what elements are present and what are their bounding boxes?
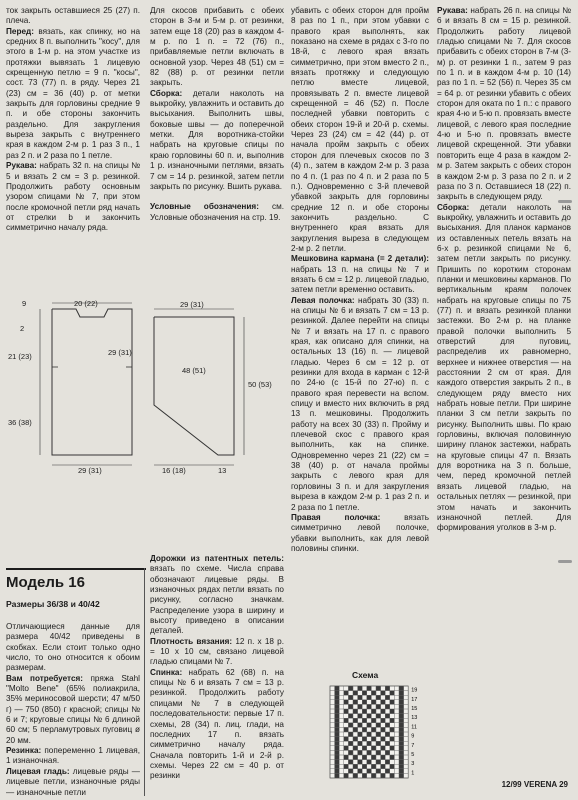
column-4 — [437, 6, 571, 534]
chart-cell — [353, 691, 358, 696]
chart-cell — [335, 709, 340, 714]
chart-cell — [353, 718, 358, 723]
chart-cell — [385, 741, 390, 746]
model-header — [6, 568, 146, 609]
chart-row-label: 7 — [411, 742, 415, 749]
chart-cell — [381, 755, 386, 760]
chart-cell — [362, 764, 367, 769]
chart-cell — [381, 691, 386, 696]
chart-row-label: 19 — [411, 687, 418, 694]
chart-cell — [344, 709, 349, 714]
chart-cell — [399, 714, 404, 719]
chart-cell — [385, 769, 390, 774]
pocket-text: набрать 13 п. на спицы № 7 и вязать 6 см = 12 р. лицевой гладью, затем петли временно оставить. — [291, 264, 429, 295]
chart-cell — [344, 764, 349, 769]
chart-grid — [326, 682, 436, 787]
sleeves-heading: Рукава: — [6, 161, 37, 171]
chart-cell — [335, 700, 340, 705]
model-title: Модель 16 — [6, 574, 85, 591]
chart-cell — [362, 691, 367, 696]
chart-cell — [371, 691, 376, 696]
sleeve-height-2-label: 50 (53) — [248, 380, 272, 389]
top-width-label: 20 (22) — [74, 299, 98, 308]
column-1-bottom — [6, 622, 140, 798]
body-outline — [52, 309, 132, 455]
chart-cell — [358, 723, 363, 728]
chart-cell — [385, 704, 390, 709]
total-height-label: 29 (31) — [108, 348, 132, 357]
chart-cell — [348, 695, 353, 700]
neck-width-label: 9 — [22, 299, 27, 308]
right-front-heading: Правая полочка: — [291, 512, 381, 522]
knitting-chart — [326, 670, 446, 790]
chart-cell — [376, 760, 381, 765]
front-text: вязать, как спинку, но на средних 8 п. выполнить "косу", для этого в 1-м р. на этом участке из протяжки вывязать 1 лицевую скрещенную петлю = 9 п. "косы", сост. 73 (77) п. в ряду. Через 21 (23) см = 36 (40) р. от метки закрыть для горловины средние 9 п. и обе стороны закончить раздельно. Для закругления выреза закрыть с внутреннего края в каждом 2-м р. 1 раз 3 п., 1 раз 2 п. и 2 раза по 1 петле. — [6, 26, 140, 160]
chart-cell — [335, 750, 340, 755]
chart-cell — [390, 764, 395, 769]
chart-cell — [335, 760, 340, 765]
chart-cell — [353, 727, 358, 732]
rib-heading: Резинка: — [6, 746, 42, 756]
chart-cell — [381, 773, 386, 778]
chart-cell — [367, 732, 372, 737]
chart-cell — [399, 695, 404, 700]
chart-cell — [335, 732, 340, 737]
chart-cell — [376, 769, 381, 774]
back-heading: Спинка: — [150, 667, 183, 677]
binding-hole — [558, 560, 572, 563]
chart-cell — [344, 755, 349, 760]
chart-cell — [385, 714, 390, 719]
chart-cell — [335, 695, 340, 700]
sleeve-bottom-1-label: 16 (18) — [162, 466, 186, 475]
chart-cell — [348, 769, 353, 774]
chart-cell — [385, 686, 390, 691]
chart-cell — [390, 755, 395, 760]
paths-heading: Дорожки из патентных петель: — [150, 554, 284, 563]
chart-cell — [362, 746, 367, 751]
chart-cell — [335, 741, 340, 746]
size-note: Отличающиеся данные для размера 40/42 приведены в скобках. Если стоит только одно число, то оно относится к обоим размерам. — [6, 622, 140, 673]
chart-cell — [376, 686, 381, 691]
chart-cell — [362, 718, 367, 723]
column-divider — [144, 568, 145, 796]
chart-cell — [371, 764, 376, 769]
chart-cell — [335, 691, 340, 696]
gauge-text: 12 п. х 18 р. = 10 х 10 см, связано лицевой гладью спицами № 7. — [150, 636, 284, 667]
paths-text: вязать по схеме. Числа справа обозначают лицевые ряды. В изнаночных рядах петли вязать по рисунку, согласно значкам. Распределение узора в ширину и высоту приведено в описании деталей. — [150, 564, 284, 636]
legend-text: см. Условные обозначения на стр. 19. — [150, 202, 284, 222]
chart-cell — [399, 750, 404, 755]
chart-cell — [399, 723, 404, 728]
chart-cell — [381, 700, 386, 705]
chart-cell — [385, 750, 390, 755]
column-2-bottom — [150, 554, 284, 782]
chart-cell — [344, 700, 349, 705]
chart-cell — [399, 718, 404, 723]
chart-cell — [367, 769, 372, 774]
chart-cell — [399, 773, 404, 778]
chart-cell — [371, 737, 376, 742]
chart-cell — [335, 686, 340, 691]
chart-cell — [367, 741, 372, 746]
chart-cell — [371, 773, 376, 778]
chart-cell — [353, 709, 358, 714]
assembly-text-2: детали наколоть на выкройку, увлажнить и оставить до высыхания. Для планок карманов из оставленных петель вязать на 6-х р. резинкой спицами № 6, затем петли закрыть по рисунку. Пришить по коротким сторонам планки и мешковины карманов. По вертикальным краям полочек набрать на круговые спицы по 75 (77) п. и вязать резинкой планки застежки. Во 2-м р. на планке правой полочки выполнить 5 отверстий для пуговиц, распределив их равномерно, верхнее и нижнее отверстия — на расстоянии 2 см от края. Для каждого отверстия закрыть 2 п., в следующем ряду вместо них набрать новые петли. При ширине планки 3 см петли закрыть по рисунку. Выполнить швы. По краю горловины, включая половинную ширину планок застежки, набрать на круговые спицы 47 п. Вязать для воротника на 3 п. больше, чем, перед кромочной петлей вязать лицевой гладью, на остальных петлях — резинкой, при этом начать и закончить изнаночной петлей. Для формирования уголков в 3-м р. — [437, 202, 571, 533]
chart-cell — [353, 755, 358, 760]
chart-cell — [399, 709, 404, 714]
chart-cell — [399, 727, 404, 732]
chart-cell — [353, 700, 358, 705]
pocket-heading: Мешковина кармана (= 2 детали): — [291, 254, 429, 264]
chart-cell — [390, 727, 395, 732]
chart-cell — [376, 750, 381, 755]
chart-cell — [381, 764, 386, 769]
chart-cell — [381, 737, 386, 742]
chart-cell — [399, 769, 404, 774]
chart-cell — [335, 704, 340, 709]
sleeves-text-2: набрать 26 п. на спицы № 6 и вязать 8 см = 15 р. резинкой. Продолжить работу лицевой гладью спицами № 7. Для скосов прибавить с обеих сторон в 7-м (3-м) р. от резинки 1 п., затем 9 раз по 1 п. и в каждом 4-м р. 10 (14) раз по 1 п. = 52 (56) п. Через 35 см = 64 р. от резинки убавить с обеих сторон для оката по 1 п.: с правого края 4-ю и 5-ю п. провязать вместе лицевой, с левого края последние 4-ю и 5-ю п. провязать вместе лицевой скрещенной. Эти убавки повторить еще 4 раза в каждом 2-м р. Затем закрыть с обеих сторон в каждом 2-м р. 3 раза по 2 п. и 2 раза по 3 п. Оставшиеся 18 (22) п. закрыть в следующем ряду. — [437, 6, 572, 202]
column-2 — [150, 6, 284, 223]
chart-cell — [381, 718, 386, 723]
chart-cell — [353, 746, 358, 751]
page-footer: 12/99 VERENA 29 — [501, 780, 568, 789]
sleeve-height-1-label: 48 (51) — [182, 366, 206, 375]
chart-cell — [390, 746, 395, 751]
bottom-width-label: 29 (31) — [78, 466, 102, 475]
sleeves-heading-2: Рукава: — [437, 6, 468, 15]
chart-cell — [358, 714, 363, 719]
chart-cell — [348, 686, 353, 691]
chart-cell — [367, 695, 372, 700]
chart-cell — [381, 746, 386, 751]
chart-cell — [344, 691, 349, 696]
chart-row-label: 11 — [411, 724, 417, 731]
chart-cell — [367, 760, 372, 765]
materials-heading: Вам потребуется: — [6, 673, 84, 683]
chart-cell — [399, 746, 404, 751]
sleeve-upper-label: 29 (31) — [180, 300, 204, 309]
chart-cell — [358, 760, 363, 765]
materials-text: пряжа Stahl "Molto Bene" (65% полиакрила, 35% мериносовой шерсти; 47 м/50 г) — 750 (850) г красной; спицы № 6 и 7; круговые спицы № 6 длиной 60 см; 5 перламутровых пуговиц ø 20 мм. — [6, 673, 141, 745]
chart-cell — [371, 727, 376, 732]
chart-cell — [399, 737, 404, 742]
pattern-diagram-svg — [4, 295, 284, 555]
chart-cell — [367, 714, 372, 719]
chart-cell — [358, 695, 363, 700]
chart-cell — [399, 691, 404, 696]
right-front-text: вязать симметрично левой полочке, убавки выполнить, как для левой половины спинки. — [291, 512, 430, 553]
chart-cell — [335, 755, 340, 760]
chart-cell — [344, 737, 349, 742]
chart-cell — [371, 700, 376, 705]
chart-cell — [358, 704, 363, 709]
chart-cell — [390, 773, 395, 778]
chart-row-label: 15 — [411, 706, 418, 712]
chart-cell — [385, 732, 390, 737]
chart-cell — [376, 741, 381, 746]
model-sizes: Размеры 36/38 и 40/42 — [6, 599, 100, 609]
chart-cell — [344, 773, 349, 778]
chart-cell — [348, 714, 353, 719]
chart-cell — [371, 746, 376, 751]
chart-cell — [367, 723, 372, 728]
chart-cell — [376, 723, 381, 728]
neck-depth-label: 2 — [20, 324, 25, 333]
chart-cell — [353, 737, 358, 742]
chart-cell — [362, 709, 367, 714]
chart-cell — [362, 700, 367, 705]
chart-row-label: 5 — [411, 752, 415, 758]
body-height-label: 36 (38) — [8, 418, 32, 427]
chart-cell — [362, 737, 367, 742]
chart-cell — [367, 704, 372, 709]
chart-title: Схема — [352, 670, 379, 680]
armhole-text: убавить с обеих сторон для пройм 8 раз по 1 п., при этом убавки с правого края выполнять, как показано на схеме в рядах с 3-го по 18-й, с левого края вязать симметрично, при этом вместо 2 п., вязать протяжку и следующую петлю вместе лицевой, провязывать 2 п. вместе лицевой скрещенной = 46 (52) п. После последней убавки повторить с обеих сторон 19-й и 20-й р. схемы. Через 23 (24) см = 42 (44) р. от начала пройм закрыть с обеих сторон для плечевых скосов по 3 (4) п., затем в каждом 2-м р. 3 раза по 4 п. (1 раз по 4 п. и 2 раза по 5 п.). Одновременно с 3-й плечевой убавкой закрыть для горловины средние 12 п. и обе стороны закончить раздельно. С внутреннего края вязать для закругления выреза в следующем 2-м р. 2 петли. — [291, 6, 429, 253]
chart-cell — [390, 718, 395, 723]
chart-cell — [335, 727, 340, 732]
binding-hole — [558, 200, 572, 203]
gauge-heading: Плотность вязания: — [150, 636, 233, 646]
chart-cell — [358, 732, 363, 737]
chart-cell — [376, 695, 381, 700]
chart-cell — [335, 773, 340, 778]
stockinette-text: лицевые ряды — лицевые петли, изнаночные ряды — изнаночные петли — [6, 766, 140, 797]
left-front-heading: Левая полочка: — [291, 295, 355, 305]
chart-row-label: 9 — [411, 733, 415, 740]
chart-cell — [348, 741, 353, 746]
chart-cell — [344, 746, 349, 751]
chart-cell — [344, 727, 349, 732]
chart-cell — [348, 723, 353, 728]
chart-cell — [335, 769, 340, 774]
stockinette-heading: Лицевая гладь: — [6, 766, 70, 776]
chart-cell — [399, 755, 404, 760]
chart-cell — [358, 686, 363, 691]
chart-cell — [390, 737, 395, 742]
pattern-diagram — [4, 295, 284, 555]
column-1 — [6, 6, 140, 234]
chart-cell — [348, 704, 353, 709]
chart-cell — [358, 741, 363, 746]
legend-heading: Условные обозначения: — [150, 202, 259, 212]
chart-cell — [371, 755, 376, 760]
left-front-text: набрать 30 (33) п. на спицы № 6 и вязать 7 см = 13 р. резинкой. Далее перейти на спицы № 7 и вязать на 17 п. с правого края, как описано для спинки, на остальных 13 (16) п. — лицевой гладью. Через 6 см = 12 р. от резинки для входа в карман с 12-й по 24-ю (с 15-й по 27-ю) п. с правого края перевести на вспом. спицу и вместо них включить в ряд 13 п. мешковины. Продолжить работу на всех 30 (33) п. Пройму и плечевой скос с правого края выполнить, как на спинке. Одновременно через 21 (22) см = 38 (40) р. от начала проймы закрыть с левого края для горловины 3 п. и для закругления выреза в каждом 2-м р. 1 раз 2 п. и 2 раза по 1 петле. — [291, 295, 429, 512]
chart-row-label: 17 — [411, 696, 418, 703]
chart-cell — [348, 760, 353, 765]
chart-cell — [399, 741, 404, 746]
chart-cell — [390, 709, 395, 714]
chart-cell — [335, 764, 340, 769]
chart-cell — [335, 746, 340, 751]
chart-cell — [399, 700, 404, 705]
back-text-end: ток закрыть оставшиеся 25 (27) п. плеча. — [6, 6, 140, 26]
chart-cell — [335, 737, 340, 742]
chart-cell — [399, 732, 404, 737]
chart-cell — [385, 760, 390, 765]
chart-cell — [348, 732, 353, 737]
back-text: набрать 62 (68) п. на спицы № 6 и вязать 7 см = 13 р. резинкой. Продолжить работу спицами № 7 в следующей последовательности: первые 17 п. схемы, 28 (34) п. лиц. глади, на последних 17 п. вязать симметрично началу ряда. Сначала повторить 1-й и 2-й р. схемы. Через 22 см = 40 р. от резинки — [150, 667, 284, 781]
chart-cell — [362, 755, 367, 760]
chart-cell — [381, 727, 386, 732]
front-heading: Перед: — [6, 26, 34, 36]
chart-cell — [390, 691, 395, 696]
chart-cell — [371, 709, 376, 714]
assembly-heading-2: Сборка: — [437, 202, 470, 212]
assembly-heading: Сборка: — [150, 88, 183, 98]
chart-cell — [335, 714, 340, 719]
chart-cell — [353, 773, 358, 778]
chart-cell — [399, 764, 404, 769]
sleeve-outline — [154, 317, 234, 455]
chart-row-label: 3 — [411, 761, 415, 768]
column-3 — [291, 6, 429, 554]
chart-cell — [399, 686, 404, 691]
chart-cell — [362, 727, 367, 732]
chart-row-label: 1 — [411, 770, 415, 777]
chart-cell — [367, 750, 372, 755]
chart-cell — [376, 732, 381, 737]
chart-row-label: 13 — [411, 715, 418, 722]
chart-cell — [376, 704, 381, 709]
chart-cell — [376, 714, 381, 719]
sleeve-increases-text: Для скосов прибавить с обеих сторон в 3-м и 5-м р. от резинки, затем еще 18 (20) раз в каждом 4-м р. по 1 п. = 72 (76) п., прибавляемые петли включать в основной узор. Через 48 (51) см = 82 (88) р. от резинки петли закрыть. — [150, 6, 284, 88]
chart-cell — [348, 750, 353, 755]
rib-text: попеременно 1 лицевая, 1 изнаночная. — [6, 746, 140, 766]
chart-cell — [385, 695, 390, 700]
chart-cell — [390, 700, 395, 705]
chart-cell — [358, 769, 363, 774]
assembly-text: детали наколоть на выкройку, увлажнить и оставить до высыхания. Выполнить швы, боковые швы — до поперечной метки. Для воротника-стойки набрать на круговые спицы по краю горловины 60 п. и, выполнив 1 р. изнаночными петлями, вязать 7 см = 14 р. резинкой, затем петли закрыть по рисунку. Вшить рукава. — [150, 88, 284, 191]
chart-cell — [399, 704, 404, 709]
chart-cell — [367, 686, 372, 691]
armhole-height-label: 21 (23) — [8, 352, 32, 361]
chart-cell — [358, 750, 363, 755]
chart-cell — [353, 764, 358, 769]
chart-cell — [371, 718, 376, 723]
chart-cell — [399, 760, 404, 765]
chart-cell — [335, 718, 340, 723]
chart-cell — [381, 709, 386, 714]
chart-cell — [385, 723, 390, 728]
sleeves-text: набрать 32 п. на спицы № 5 и вязать 2 см = 3 р. резинкой. Продолжить работу основным узором спицами № 7, при этом после кромочной петли ряд начать от стрелки b и закончить симметрично началу ряда. — [6, 161, 140, 233]
chart-cell — [344, 718, 349, 723]
sleeve-bottom-2-label: 13 — [218, 466, 227, 475]
chart-cell — [362, 773, 367, 778]
chart-cell — [335, 723, 340, 728]
